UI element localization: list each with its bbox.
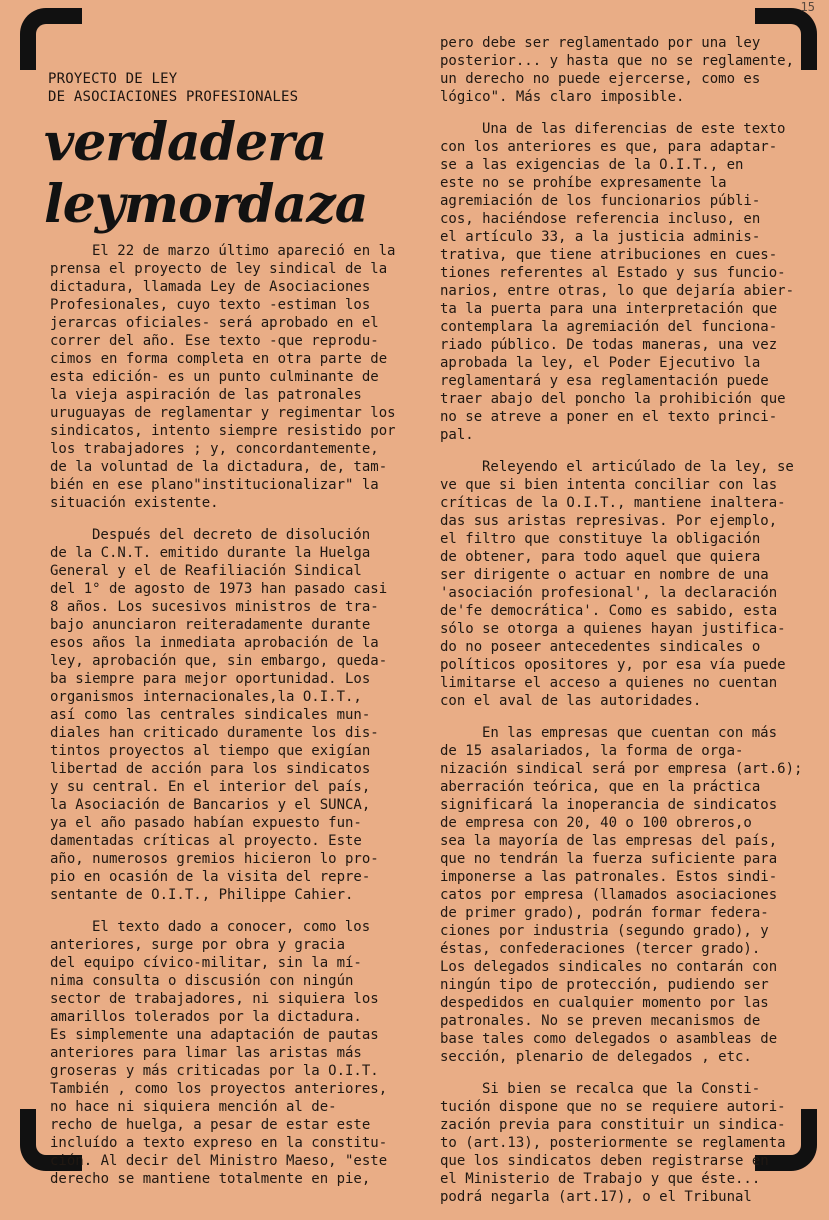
text-line: groseras y más criticadas por la O.I.T. <box>50 1063 379 1079</box>
text-line: que no tendrán la fuerza suficiente para <box>440 851 778 867</box>
text-line: sea la mayoría de las empresas del país, <box>440 833 778 849</box>
text-line: General y el de Reafiliación Sindical <box>50 563 362 579</box>
text-line: de la voluntad de la dictadura, de, tam- <box>50 459 388 475</box>
paragraph <box>50 918 410 1188</box>
text-line: libertad de acción para los sindicatos <box>50 761 371 777</box>
text-line: ve que si bien intenta conciliar con las <box>440 477 778 493</box>
text-line: cos, haciéndose referencia incluso, en <box>440 211 761 227</box>
text-line: prensa el proyecto de ley sindical de la <box>50 261 388 277</box>
text-line: base tales como delegados o asambleas de <box>440 1031 778 1047</box>
text-line: este no se prohíbe expresamente la <box>440 175 727 191</box>
headline-line-1: verdadera <box>44 112 327 173</box>
text-line: nización sindical será por empresa (art.6); <box>440 761 803 777</box>
text-line: con los anteriores es que, para adaptar- <box>440 139 778 155</box>
text-line: reglamentará y esa reglamentación puede <box>440 373 769 389</box>
text-line: Es simplemente una adaptación de pautas <box>50 1027 379 1043</box>
text-line: limitarse el acceso a quienes no cuentan <box>440 675 778 691</box>
text-line: riado público. De todas maneras, una vez <box>440 337 778 353</box>
text-line: sector de trabajadores, ni siquiera los <box>50 991 379 1007</box>
text-line: de la C.N.T. emitido durante la Huelga <box>50 545 371 561</box>
text-line: ser dirigente o actuar en nombre de una <box>440 567 769 583</box>
text-line: el Ministerio de Trabajo y que éste... <box>440 1171 761 1187</box>
text-line: significará la inoperancia de sindicatos <box>440 797 778 813</box>
text-line: el artículo 33, a la justicia adminis- <box>440 229 761 245</box>
text-line: bajo anunciaron reiteradamente durante <box>50 617 371 633</box>
text-line: correr del año. Ese texto -que reprodu- <box>50 333 379 349</box>
text-line: Después del decreto de disolución <box>92 527 371 543</box>
text-line: Si bien se recalca que la Consti- <box>482 1081 761 1097</box>
text-line: anteriores para limar las aristas más <box>50 1045 362 1061</box>
paragraph <box>440 458 800 710</box>
text-line: traer abajo del poncho la prohibición que <box>440 391 786 407</box>
text-line: así como las centrales sindicales mun- <box>50 707 371 723</box>
paragraph <box>440 34 800 106</box>
text-line: tución dispone que no se requiere autori- <box>440 1099 786 1115</box>
paragraph <box>50 526 410 904</box>
right-column <box>440 34 803 1220</box>
text-line: Releyendo el articúlado de la ley, se <box>482 459 794 475</box>
text-line: jerarcas oficiales- será aprobado en el <box>50 315 379 331</box>
text-line: do no poseer antecedentes sindicales o <box>440 639 761 655</box>
text-line: posterior... y hasta que no se reglamente, <box>440 53 795 69</box>
text-line: éstas, confederaciones (tercer grado). <box>440 941 761 957</box>
kicker <box>48 70 298 106</box>
text-line: año, numerosos gremios hicieron lo pro- <box>50 851 379 867</box>
text-line: con el aval de las autoridades. <box>440 693 702 709</box>
text-line: incluído a texto expreso en la constitu- <box>50 1135 388 1151</box>
kicker-line-1: PROYECTO DE LEY <box>48 71 178 87</box>
corner-bracket-top-left <box>20 8 82 70</box>
text-line: narios, entre otras, lo que dejaría abier- <box>440 283 795 299</box>
text-line: situación existente. <box>50 495 219 511</box>
text-line: ya el año pasado habían expuesto fun- <box>50 815 362 831</box>
text-line: agremiación de los funcionarios públi- <box>440 193 761 209</box>
text-line: despedidos en cualquier momento por las <box>440 995 769 1011</box>
text-line: ley, aprobación que, sin embargo, queda- <box>50 653 388 669</box>
text-line: del equipo cívico-militar, sin la mí- <box>50 955 362 971</box>
text-line: patronales. No se preven mecanismos de <box>440 1013 761 1029</box>
text-line: aberración teórica, que en la práctica <box>440 779 761 795</box>
text-line: tiones referentes al Estado y sus funcio- <box>440 265 786 281</box>
text-line: sindicatos, intento siempre resistido por <box>50 423 396 439</box>
text-line: pero debe ser reglamentado por una ley <box>440 35 761 51</box>
text-line: que los sindicatos deben registrarse en <box>440 1153 769 1169</box>
text-line: un derecho no puede ejercerse, como es <box>440 71 761 87</box>
text-line: cimos en forma completa en otra parte de <box>50 351 388 367</box>
text-line: la vieja aspiración de las patronales <box>50 387 362 403</box>
text-line: la Asociación de Bancarios y el SUNCA, <box>50 797 371 813</box>
text-line: los trabajadores ; y, concordantemente, <box>50 441 379 457</box>
paragraph <box>50 242 410 512</box>
text-line: no se atreve a poner en el texto princi- <box>440 409 778 425</box>
headline-line-2: leymordaza <box>44 174 368 235</box>
text-line: y su central. En el interior del país, <box>50 779 371 795</box>
text-line: ción. Al decir del Ministro Maeso, "este <box>50 1153 388 1169</box>
text-line: Una de las diferencias de este texto <box>482 121 786 137</box>
text-line: bién en ese plano"institucionalizar" la <box>50 477 379 493</box>
text-line: esos años la inmediata aprobación de la <box>50 635 379 651</box>
text-line: sólo se otorga a quienes hayan justifica- <box>440 621 786 637</box>
text-line: de primer grado), podrán formar federa- <box>440 905 769 921</box>
paragraph <box>440 1080 800 1206</box>
kicker-line-2: DE ASOCIACIONES PROFESIONALES <box>48 89 299 105</box>
text-line: 8 años. Los sucesivos ministros de tra- <box>50 599 379 615</box>
text-line: de 15 asalariados, la forma de orga- <box>440 743 744 759</box>
text-line: to (art.13), posteriormente se reglamenta <box>440 1135 786 1151</box>
text-line: trativa, que tiene atribuciones en cues- <box>440 247 778 263</box>
paragraph <box>440 724 803 1066</box>
text-line: dictadura, llamada Ley de Asociaciones <box>50 279 371 295</box>
text-line: esta edición- es un punto culminante de <box>50 369 379 385</box>
text-line: Profesionales, cuyo texto -estiman los <box>50 297 371 313</box>
text-line: lógico". Más claro imposible. <box>440 89 685 105</box>
text-line: de obtener, para todo aquel que quiera <box>440 549 761 565</box>
text-line: En las empresas que cuentan con más <box>482 725 778 741</box>
text-line: amarillos tolerados por la dictadura. <box>50 1009 362 1025</box>
text-line: aprobada la ley, el Poder Ejecutivo la <box>440 355 761 371</box>
text-line: del 1° de agosto de 1973 han pasado casi <box>50 581 388 597</box>
text-line: zación previa para constituir un sindica- <box>440 1117 786 1133</box>
text-line: ciones por industria (segundo grado), y <box>440 923 769 939</box>
text-line: recho de huelga, a pesar de estar este <box>50 1117 371 1133</box>
text-line: damentadas críticas al proyecto. Este <box>50 833 362 849</box>
text-line: El texto dado a conocer, como los <box>92 919 371 935</box>
text-line: sentante de O.I.T., Philippe Cahier. <box>50 887 354 903</box>
text-line: uruguayas de reglamentar y regimentar los <box>50 405 396 421</box>
text-line: catos por empresa (llamados asociaciones <box>440 887 778 903</box>
text-line: pal. <box>440 427 474 443</box>
text-line: ta la puerta para una interpretación que <box>440 301 778 317</box>
text-line: El 22 de marzo último apareció en la <box>92 243 396 259</box>
text-line: derecho se mantiene totalmente en pie, <box>50 1171 371 1187</box>
text-line: imponerse a las patronales. Estos sindi- <box>440 869 778 885</box>
text-line: También , como los proyectos anteriores, <box>50 1081 388 1097</box>
text-line: das sus aristas represivas. Por ejemplo, <box>440 513 778 529</box>
text-line: podrá negarla (art.17), o el Tribunal <box>440 1189 752 1205</box>
text-line: organismos internacionales,la O.I.T., <box>50 689 362 705</box>
text-line: 'asociación profesional', la declaración <box>440 585 778 601</box>
left-column <box>50 242 410 1202</box>
text-line: críticas de la O.I.T., mantiene inaltera- <box>440 495 786 511</box>
text-line: anteriores, surge por obra y gracia <box>50 937 346 953</box>
text-line: políticos opositores y, por esa vía puede <box>440 657 786 673</box>
text-line: pio en ocasión de la visita del repre- <box>50 869 371 885</box>
text-line: no hace ni siquiera mención al de- <box>50 1099 337 1115</box>
text-line: el filtro que constituye la obligación <box>440 531 761 547</box>
headline <box>44 112 367 236</box>
paragraph <box>440 120 800 444</box>
text-line: sección, plenario de delegados , etc. <box>440 1049 752 1065</box>
text-line: ningún tipo de protección, pudiendo ser <box>440 977 769 993</box>
text-line: Los delegados sindicales no contarán con <box>440 959 778 975</box>
text-line: diales han criticado duramente los dis- <box>50 725 379 741</box>
text-line: nima consulta o discusión con ningún <box>50 973 354 989</box>
text-line: de'fe democrática'. Como es sabido, esta <box>440 603 778 619</box>
text-line: de empresa con 20, 40 o 100 obreros,o <box>440 815 752 831</box>
page-number: 15 <box>800 0 815 14</box>
text-line: tintos proyectos al tiempo que exigían <box>50 743 371 759</box>
text-line: contemplara la agremiación del funciona- <box>440 319 778 335</box>
text-line: se a las exigencias de la O.I.T., en <box>440 157 744 173</box>
text-line: ba siempre para mejor oportunidad. Los <box>50 671 371 687</box>
